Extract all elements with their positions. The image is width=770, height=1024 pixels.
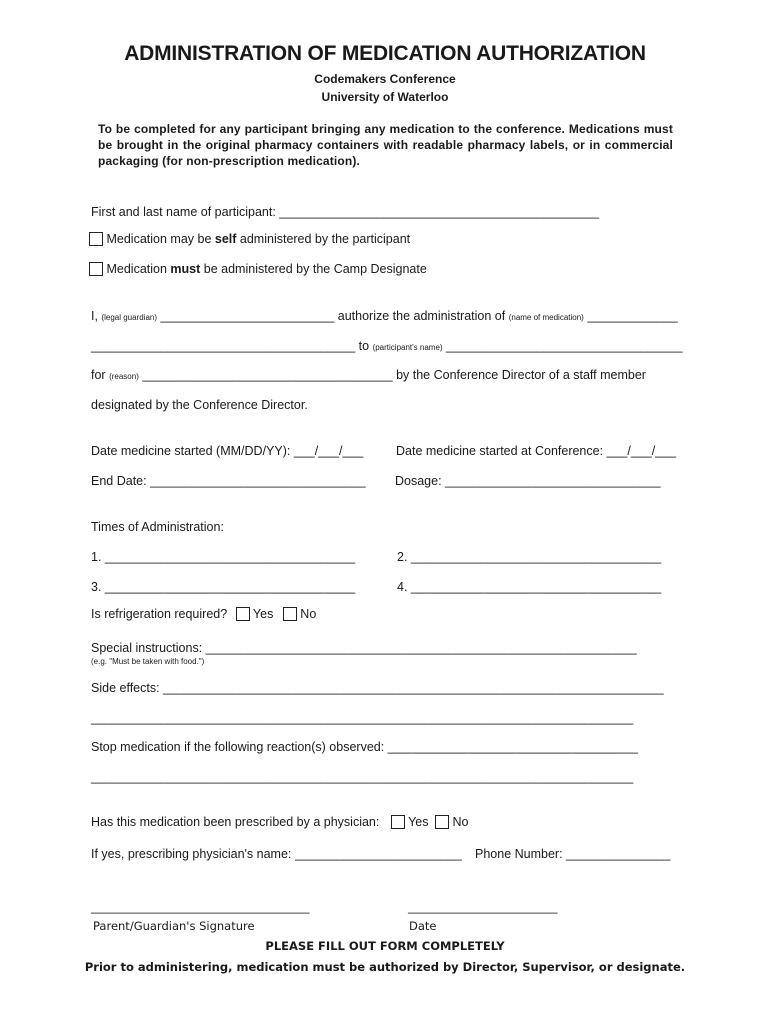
times-label: Times of Administration: [91, 520, 224, 534]
date-label: Date [409, 919, 437, 933]
designate-administer-option[interactable] [89, 262, 427, 276]
refrigeration-yes-checkbox[interactable] [236, 607, 250, 621]
reason-line[interactable] [91, 368, 646, 382]
time-2-field[interactable]: 2. ____________________________________ [397, 550, 662, 564]
time-3-field[interactable]: 3. ____________________________________ [91, 580, 356, 594]
must-text-pre: Medication [106, 262, 171, 276]
refrigeration-row [91, 607, 316, 621]
form-title: ADMINISTRATION OF MEDICATION AUTHORIZATION [124, 42, 646, 65]
to-text: to [358, 339, 373, 353]
participant-name-field[interactable]: First and last name of participant: ______________________________________________ [91, 205, 600, 219]
self-text-post: administered by the participant [236, 232, 411, 246]
time-1-field[interactable]: 1. ____________________________________ [91, 550, 356, 564]
reason-note: (reason) [109, 372, 139, 381]
side-effects-line-2[interactable]: ______________________________________________________________________________ [91, 711, 634, 725]
physician-no-label: No [452, 815, 469, 829]
authorization-line[interactable] [91, 309, 678, 323]
physician-row [91, 815, 468, 829]
university-name: University of Waterloo [321, 90, 449, 104]
side-effects-field[interactable]: Side effects: ________________________________________________________________________ [91, 681, 664, 695]
i-label: I, [91, 309, 102, 323]
authorization-notice: Prior to administering, medication must be authorized by Director, Supervisor, or designate. [84, 960, 686, 974]
medication-blank[interactable]: _____________ [583, 309, 678, 323]
time-4-field[interactable]: 4. ____________________________________ [397, 580, 662, 594]
conference-name: Codemakers Conference [314, 72, 456, 86]
phone-number-field[interactable]: Phone Number: _______________ [475, 847, 671, 861]
guardian-blank[interactable]: _________________________ [157, 309, 338, 323]
dosage-field[interactable]: Dosage: _______________________________ [395, 474, 661, 488]
designated-text: designated by the Conference Director. [91, 398, 308, 412]
special-instructions-example: (e.g. "Must be taken with food.") [91, 657, 205, 666]
medication-note: (name of medication) [508, 313, 584, 322]
refrigeration-no-label: No [300, 607, 317, 621]
signature-line[interactable]: ______________________________________ [91, 900, 310, 914]
medication-blank-2[interactable]: ______________________________________ [91, 339, 359, 353]
reason-blank[interactable]: ____________________________________ [138, 368, 397, 382]
must-text-bold: must [170, 262, 201, 276]
end-date-field[interactable]: End Date: _______________________________ [91, 474, 366, 488]
physician-yes-label: Yes [408, 815, 429, 829]
stop-reaction-line-2[interactable]: ______________________________________________________________________________ [91, 770, 634, 784]
special-instructions-field[interactable]: Special instructions: ______________________________________________________________ [91, 641, 637, 655]
authorize-text: authorize the administration of [337, 309, 509, 323]
physician-yes-checkbox[interactable] [391, 815, 405, 829]
self-text-bold: self [214, 232, 237, 246]
physician-no-checkbox[interactable] [435, 815, 449, 829]
participant-blank[interactable]: __________________________________ [442, 339, 683, 353]
for-label: for [91, 368, 110, 382]
physician-question: Has this medication been prescribed by a physician: [91, 815, 380, 829]
refrigeration-label: Is refrigeration required? [91, 607, 228, 621]
fill-out-notice: PLEASE FILL OUT FORM COMPLETELY [265, 939, 505, 953]
date-started-field[interactable]: Date medicine started (MM/DD/YY): ___/___/___ [91, 444, 364, 458]
participant-note: (participant's name) [372, 343, 443, 352]
physician-name-field[interactable]: If yes, prescribing physician's name: ________________________ [91, 847, 462, 861]
self-text-pre: Medication may be [106, 232, 215, 246]
self-administer-option[interactable] [89, 232, 410, 246]
guardian-signature-label: Parent/Guardian's Signature [93, 919, 255, 933]
director-text: by the Conference Director of a staff member [396, 368, 646, 382]
legal-guardian-note: (legal guardian) [101, 313, 158, 322]
intro-paragraph: To be completed for any participant bringing any medication to the conference. Medications must be brought in the original pharmacy containers with readable pharmacy labels, or in commercial packaging (for non-prescription medication). [98, 122, 673, 168]
stop-reaction-field[interactable]: Stop medication if the following reaction(s) observed: ____________________________________ [91, 740, 638, 754]
refrigeration-yes-label: Yes [252, 607, 274, 621]
must-text-post: be administered by the Camp Designate [200, 262, 427, 276]
refrigeration-no-checkbox[interactable] [283, 607, 297, 621]
designate-administer-checkbox[interactable] [89, 262, 103, 276]
date-started-conference-field[interactable]: Date medicine started at Conference: ___/___/___ [396, 444, 677, 458]
participant-line[interactable] [91, 339, 682, 353]
self-administer-checkbox[interactable] [89, 232, 103, 246]
date-line[interactable]: __________________________ [408, 900, 558, 914]
